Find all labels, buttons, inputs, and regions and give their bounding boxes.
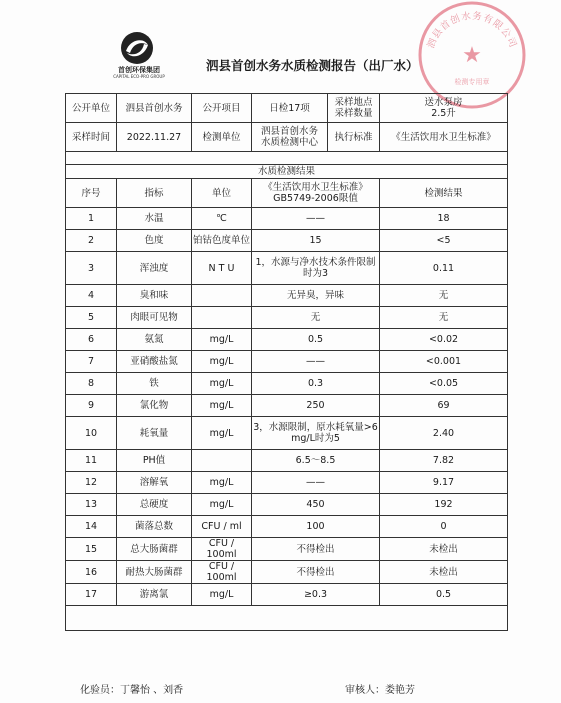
header-item: 指标 [117,179,192,208]
result-row [66,230,508,252]
row-no: 13 [66,494,117,516]
header-result: 检测结果 [380,179,508,208]
result-row [66,538,508,561]
label-publisher: 公开单位 [66,94,117,123]
result-row [66,307,508,329]
row-limit-line1: 1，水源与净水技术条件限制 [255,257,376,268]
row-no: 17 [66,584,117,606]
row-item: 溶解氧 [117,472,192,494]
row-no: 10 [66,417,117,450]
row-limit-line2: 时为3 [302,268,329,279]
row-item: PH值 [117,450,192,472]
value-sampling [380,94,508,123]
label-sampling [328,94,380,123]
result-row [66,516,508,538]
row-unit: CFU / 100ml [192,538,252,561]
result-row [66,472,508,494]
row-no: 2 [66,230,117,252]
row-no: 7 [66,351,117,373]
row-no: 5 [66,307,117,329]
label-sampling-time: 采样时间 [66,123,117,152]
row-result: 9.17 [380,472,508,494]
result-row [66,208,508,230]
value-test-unit-line1: 泗县首创水务 [260,126,318,137]
row-item: 氯化物 [117,395,192,417]
swirl-logo-icon [120,31,154,65]
header-limit-line1: 《生活饮用水卫生标准》 [263,182,368,193]
row-item: 肉眼可见物 [117,307,192,329]
row-no: 9 [66,395,117,417]
results-title-row [66,165,508,179]
row-no: 3 [66,252,117,285]
row-result: 192 [380,494,508,516]
svg-text:★: ★ [462,43,482,68]
row-item: 臭和味 [117,285,192,307]
row-result: 18 [380,208,508,230]
value-sampling-quantity: 2.5升 [431,108,456,119]
row-unit: 铂钴色度单位 [192,230,252,252]
blank-row [66,606,508,631]
row-unit: N T U [192,252,252,285]
row-no: 12 [66,472,117,494]
row-unit [192,307,252,329]
report-table [65,93,508,631]
result-row [66,417,508,450]
row-result: <5 [380,230,508,252]
row-result: 0 [380,516,508,538]
row-limit: —— [252,208,380,230]
result-row [66,285,508,307]
result-row [66,373,508,395]
row-limit: —— [252,472,380,494]
row-limit: 15 [252,230,380,252]
row-limit [252,417,380,450]
row-result: 0.5 [380,584,508,606]
row-limit: 6.5～8.5 [252,450,380,472]
row-item: 铁 [117,373,192,395]
row-no: 15 [66,538,117,561]
label-project: 公开项目 [192,94,252,123]
header-limit [252,179,380,208]
row-unit [192,285,252,307]
row-result: 无 [380,307,508,329]
result-row [66,450,508,472]
row-unit: CFU / ml [192,516,252,538]
result-row [66,561,508,584]
row-no: 11 [66,450,117,472]
row-item: 耗氧量 [117,417,192,450]
label-standard: 执行标准 [328,123,380,152]
row-limit: 0.3 [252,373,380,395]
row-unit: mg/L [192,584,252,606]
results-title: 水质检测结果 [66,165,508,179]
label-sampling-location: 采样地点 [334,97,373,108]
row-limit: 无 [252,307,380,329]
row-unit: mg/L [192,472,252,494]
row-item: 总硬度 [117,494,192,516]
row-unit: mg/L [192,329,252,351]
value-standard: 《生活饮用水卫生标准》 [380,123,508,152]
row-result: 无 [380,285,508,307]
svg-text:泗县首创水务有限公司: 泗县首创水务有限公司 [425,10,519,50]
value-test-unit [252,123,328,152]
row-result: <0.05 [380,373,508,395]
row-unit [192,450,252,472]
results-header-row [66,179,508,208]
result-row [66,351,508,373]
row-item: 氨氮 [117,329,192,351]
company-logo [108,31,168,79]
result-row [66,329,508,351]
result-row [66,494,508,516]
row-result: <0.02 [380,329,508,351]
reviewer-signature: 审核人：娄艳芳 [345,685,415,696]
row-limit: 0.5 [252,329,380,351]
row-result: 69 [380,395,508,417]
row-unit: mg/L [192,351,252,373]
row-no: 6 [66,329,117,351]
row-unit: mg/L [192,417,252,450]
row-limit: 250 [252,395,380,417]
info-row-2 [66,123,508,152]
svg-text:检测专用章: 检测专用章 [454,78,490,86]
value-project: 日检17项 [252,94,328,123]
row-limit: 无异臭，异味 [252,285,380,307]
spacer-cell [66,152,508,165]
row-unit: mg/L [192,373,252,395]
row-unit: CFU / 100ml [192,561,252,584]
row-item: 耐热大肠菌群 [117,561,192,584]
value-test-unit-line2: 水质检测中心 [260,137,318,148]
row-result: <0.001 [380,351,508,373]
row-result: 未检出 [380,538,508,561]
result-row [66,584,508,606]
row-unit: ℃ [192,208,252,230]
row-item: 菌落总数 [117,516,192,538]
header-no: 序号 [66,179,117,208]
row-item: 色度 [117,230,192,252]
row-no: 14 [66,516,117,538]
row-item: 总大肠菌群 [117,538,192,561]
row-item: 水温 [117,208,192,230]
row-limit-line2: mg/L时为5 [291,433,340,444]
row-item: 游离氯 [117,584,192,606]
result-row [66,252,508,285]
row-result: 2.40 [380,417,508,450]
row-limit: 不得检出 [252,561,380,584]
header-unit: 单位 [192,179,252,208]
value-sampling-location: 送水泵房 [424,97,463,108]
row-no: 8 [66,373,117,395]
row-item: 浑浊度 [117,252,192,285]
row-item: 亚硝酸盐氮 [117,351,192,373]
row-unit: mg/L [192,395,252,417]
result-row [66,395,508,417]
logo-subtitle: CAPITAL ECO-PRO GROUP [113,74,165,79]
label-sampling-quantity: 采样数量 [334,108,373,119]
row-no: 16 [66,561,117,584]
row-result: 0.11 [380,252,508,285]
row-limit-line1: 3，水源限制，原水耗氧量>6 [253,422,378,433]
testers-signature: 化验员：丁馨怡 、刘香 [80,685,184,696]
row-limit: 100 [252,516,380,538]
value-publisher: 泗县首创水务 [117,94,192,123]
row-limit: —— [252,351,380,373]
row-unit: mg/L [192,494,252,516]
row-no: 4 [66,285,117,307]
blank-cell [66,606,508,631]
info-row-1 [66,94,508,123]
row-limit: 不得检出 [252,538,380,561]
header-limit-line2: GB5749-2006限值 [273,193,358,204]
row-limit: 450 [252,494,380,516]
row-result: 未检出 [380,561,508,584]
row-result: 7.82 [380,450,508,472]
row-limit: ≥0.3 [252,584,380,606]
report-title: 泗县首创水务水质检测报告（出厂水） [206,58,419,73]
row-no: 1 [66,208,117,230]
row-limit [252,252,380,285]
value-sampling-time: 2022.11.27 [117,123,192,152]
results-body [66,208,508,606]
logo-name: 首创环保集团 [118,66,160,74]
label-test-unit: 检测单位 [192,123,252,152]
spacer-row [66,152,508,165]
